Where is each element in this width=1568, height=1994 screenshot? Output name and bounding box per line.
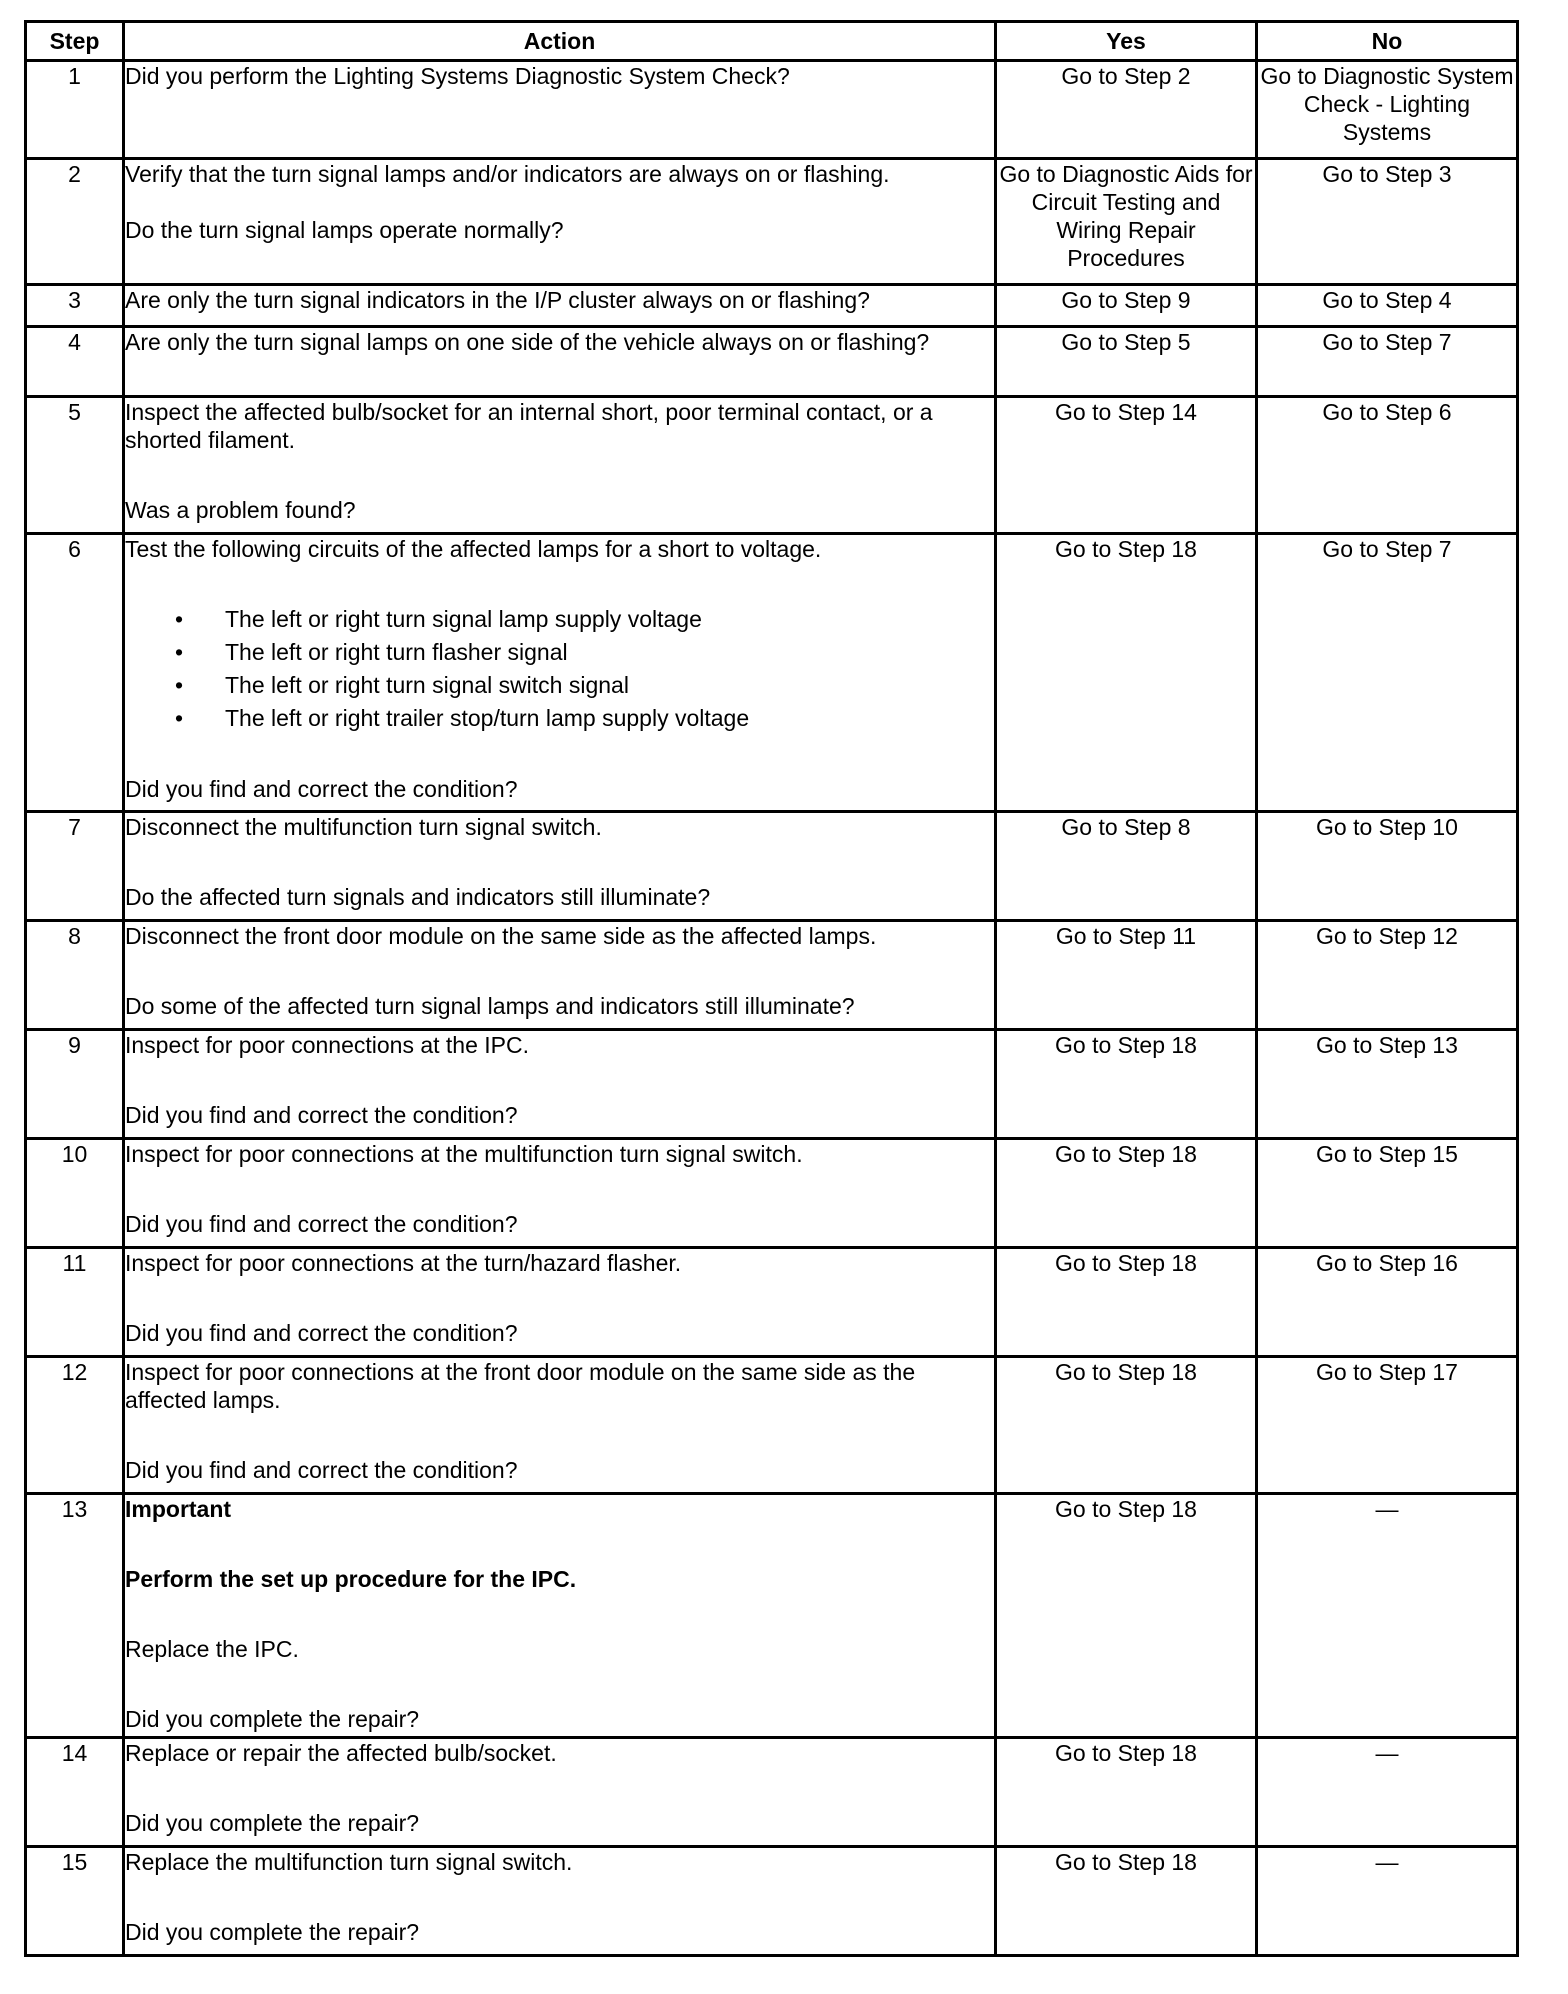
- yes-cell: Go to Step 9: [996, 285, 1257, 327]
- action-text: Inspect for poor connections at the multifunction turn signal switch.: [125, 1141, 803, 1167]
- action-text: Did you perform the Lighting Systems Diagnostic System Check?: [125, 63, 790, 89]
- action-text: Disconnect the front door module on the same side as the affected lamps.: [125, 923, 877, 949]
- header-step: Step: [26, 22, 124, 61]
- no-cell: Go to Step 4: [1257, 285, 1518, 327]
- table-row: [26, 1738, 1518, 1847]
- no-cell: —: [1257, 1738, 1518, 1847]
- action-text: Inspect for poor connections at the turn/hazard flasher.: [125, 1250, 682, 1276]
- table-row: [26, 1847, 1518, 1956]
- action-cell: [124, 1030, 996, 1139]
- action-question: Do some of the affected turn signal lamps and indicators still illuminate?: [125, 993, 855, 1019]
- diagnostic-table: [24, 20, 1519, 1957]
- action-cell: [124, 812, 996, 921]
- no-cell: Go to Step 17: [1257, 1357, 1518, 1494]
- action-cell: [124, 61, 996, 159]
- table-row: [26, 534, 1518, 812]
- action-text: Verify that the turn signal lamps and/or indicators are always on or flashing.: [125, 161, 890, 187]
- table-row: [26, 1248, 1518, 1357]
- action-question: Do the affected turn signals and indicators still illuminate?: [125, 884, 711, 910]
- action-text: Replace the IPC.: [125, 1636, 299, 1662]
- action-cell: [124, 1738, 996, 1847]
- table-row: [26, 1139, 1518, 1248]
- action-question: Did you complete the repair?: [125, 1810, 420, 1836]
- yes-cell: Go to Step 18: [996, 1139, 1257, 1248]
- action-question: Did you find and correct the condition?: [125, 1102, 518, 1128]
- header-no: No: [1257, 22, 1518, 61]
- action-text: Inspect for poor connections at the front door module on the same side as the affected lamps.: [125, 1359, 916, 1413]
- action-question: Did you find and correct the condition?: [125, 1211, 518, 1237]
- action-text: Replace the multifunction turn signal switch.: [125, 1849, 573, 1875]
- no-cell: Go to Step 10: [1257, 812, 1518, 921]
- action-question: Did you complete the repair?: [125, 1706, 420, 1732]
- important-note: Perform the set up procedure for the IPC.: [125, 1566, 577, 1592]
- yes-cell: Go to Step 11: [996, 921, 1257, 1030]
- yes-cell: Go to Step 8: [996, 812, 1257, 921]
- step-number: 14: [26, 1738, 124, 1847]
- no-cell: Go to Step 13: [1257, 1030, 1518, 1139]
- action-text: Test the following circuits of the affected lamps for a short to voltage.: [125, 536, 822, 562]
- yes-cell: Go to Step 18: [996, 1494, 1257, 1738]
- step-number: 7: [26, 812, 124, 921]
- yes-cell: Go to Diagnostic Aids for Circuit Testing and Wiring Repair Procedures: [996, 159, 1257, 285]
- action-cell: [124, 1248, 996, 1357]
- action-question: Did you complete the repair?: [125, 1919, 420, 1945]
- step-number: 4: [26, 327, 124, 397]
- step-number: 5: [26, 397, 124, 534]
- action-question: Did you find and correct the condition?: [125, 776, 518, 802]
- action-text: Inspect for poor connections at the IPC.: [125, 1032, 530, 1058]
- no-cell: —: [1257, 1847, 1518, 1956]
- no-cell: Go to Diagnostic System Check - Lighting Systems: [1257, 61, 1518, 159]
- yes-cell: Go to Step 18: [996, 1248, 1257, 1357]
- table-row: [26, 61, 1518, 159]
- step-number: 3: [26, 285, 124, 327]
- no-cell: Go to Step 7: [1257, 327, 1518, 397]
- action-text: Disconnect the multifunction turn signal switch.: [125, 814, 602, 840]
- action-cell: [124, 285, 996, 327]
- yes-cell: Go to Step 18: [996, 1738, 1257, 1847]
- table-row: [26, 1030, 1518, 1139]
- action-cell: [124, 159, 996, 285]
- yes-cell: Go to Step 18: [996, 1030, 1257, 1139]
- no-cell: Go to Step 6: [1257, 397, 1518, 534]
- step-number: 6: [26, 534, 124, 812]
- action-text: Inspect the affected bulb/socket for an internal short, poor terminal contact, or a shorted filament.: [125, 399, 933, 453]
- yes-cell: Go to Step 2: [996, 61, 1257, 159]
- action-cell: [124, 534, 996, 812]
- table-row: [26, 812, 1518, 921]
- step-number: 10: [26, 1139, 124, 1248]
- table-row: [26, 1357, 1518, 1494]
- step-number: 11: [26, 1248, 124, 1357]
- circuit-list: [125, 603, 994, 735]
- step-number: 13: [26, 1494, 124, 1738]
- no-cell: Go to Step 16: [1257, 1248, 1518, 1357]
- yes-cell: Go to Step 18: [996, 534, 1257, 812]
- yes-cell: Go to Step 18: [996, 1357, 1257, 1494]
- yes-cell: Go to Step 18: [996, 1847, 1257, 1956]
- action-cell: [124, 1357, 996, 1494]
- action-cell: [124, 921, 996, 1030]
- action-cell: [124, 1139, 996, 1248]
- action-question: Did you find and correct the condition?: [125, 1320, 518, 1346]
- table-row: [26, 1494, 1518, 1738]
- table-row: [26, 327, 1518, 397]
- step-number: 12: [26, 1357, 124, 1494]
- step-number: 9: [26, 1030, 124, 1139]
- no-cell: Go to Step 15: [1257, 1139, 1518, 1248]
- table-row: [26, 397, 1518, 534]
- step-number: 8: [26, 921, 124, 1030]
- table-row: [26, 921, 1518, 1030]
- no-cell: Go to Step 12: [1257, 921, 1518, 1030]
- yes-cell: Go to Step 14: [996, 397, 1257, 534]
- header-yes: Yes: [996, 22, 1257, 61]
- action-question: Was a problem found?: [125, 497, 356, 523]
- action-text: Are only the turn signal lamps on one side of the vehicle always on or flashing?: [125, 329, 930, 355]
- action-cell: [124, 1494, 996, 1738]
- header-row: [26, 22, 1518, 61]
- action-cell: [124, 397, 996, 534]
- list-item: • The left or right turn signal lamp supply voltage: [175, 603, 994, 636]
- step-number: 2: [26, 159, 124, 285]
- action-cell: [124, 1847, 996, 1956]
- action-question: Do the turn signal lamps operate normally?: [125, 217, 564, 243]
- list-item: • The left or right trailer stop/turn lamp supply voltage: [175, 702, 994, 735]
- yes-cell: Go to Step 5: [996, 327, 1257, 397]
- step-number: 1: [26, 61, 124, 159]
- table-row: [26, 285, 1518, 327]
- table-row: [26, 159, 1518, 285]
- action-text: Replace or repair the affected bulb/socket.: [125, 1740, 557, 1766]
- step-number: 15: [26, 1847, 124, 1956]
- action-text: Are only the turn signal indicators in the I/P cluster always on or flashing?: [125, 287, 870, 313]
- action-cell: [124, 327, 996, 397]
- important-label: Important: [125, 1496, 232, 1522]
- header-action: Action: [124, 22, 996, 61]
- no-cell: Go to Step 7: [1257, 534, 1518, 812]
- no-cell: —: [1257, 1494, 1518, 1738]
- list-item: • The left or right turn flasher signal: [175, 636, 994, 669]
- no-cell: Go to Step 3: [1257, 159, 1518, 285]
- list-item: • The left or right turn signal switch signal: [175, 669, 994, 702]
- action-question: Did you find and correct the condition?: [125, 1457, 518, 1483]
